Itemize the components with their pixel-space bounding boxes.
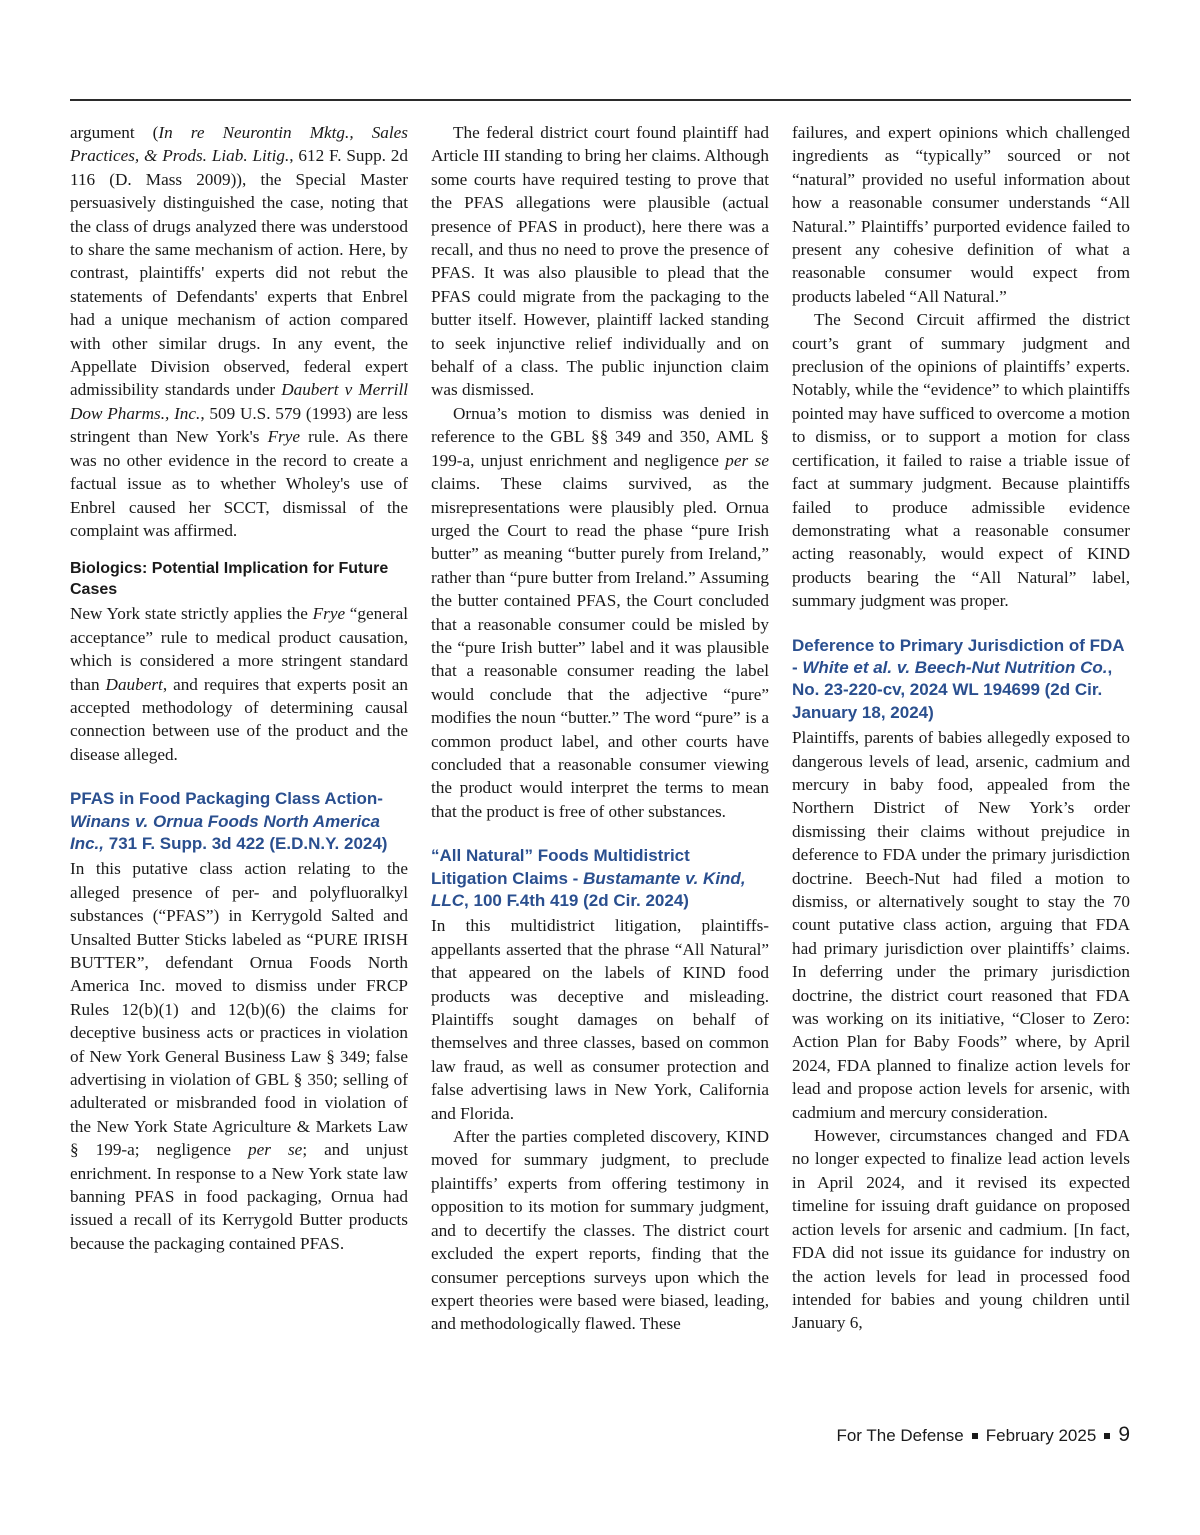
paragraph-ornua-motion: Ornua’s motion to dismiss was denied in reference to the GBL §§ 349 and 350, AML § 199-a, unjust enrichment and negligence per se claims. These claims survived, as the misrepresentations were plausibly pled. Ornua urged the Court to read the phase “pure Irish butter” as meaning “butter purely from Ireland,” rather than “pure butter from Ireland.” Assuming the butter contained PFAS, the Court concluded that a reasonable consumer could be misled by the “pure Irish butter” label and it was plausible that a reasonable consumer reading the label would conclude that the adjective “pure” modifies the noun “butter.” The word “pure” is a common product label, and other courts have concluded that a reasonable consumer viewing the product would interpret the terms to mean that the product is free of other substances. bbox=[431, 403, 769, 821]
column-left bbox=[70, 121, 408, 1255]
publication-name: For The Defense bbox=[836, 1426, 964, 1445]
case-citation: In re Neurontin Mktg., Sales Practices, & Prods. Liab. Litig. bbox=[70, 123, 408, 166]
paragraph-kind-summary-judgment: After the parties completed discovery, KIND moved for summary judgment, to preclude plaintiffs’ experts from offering testimony in opposition to its motion for summary judgment, and to decertify the classes. The district court excluded the expert reports, finding that the consumer perceptions surveys upon which the expert theories were based were biased, leading, and methodologically flawed. These bbox=[431, 1127, 769, 1334]
page-number: 9 bbox=[1118, 1423, 1130, 1446]
case-citation: Daubert v Merrill Dow Pharms., Inc. bbox=[70, 380, 408, 423]
paragraph-circumstances-changed: However, circumstances changed and FDA no longer expected to finalize lead action levels in April 2024, and it revised its expected timeline for issuing draft guidance on proposed action levels for arsenic and cadmium. [In fact, FDA did not issue its guidance for industry on the action levels for lead in processed food intended for babies and young children until January 6, bbox=[792, 1126, 1130, 1333]
section-heading-primary-jurisdiction: Deference to Primary Jurisdiction of FDA - White et al. v. Beech-Nut Nutrition Co., No. 23-220-cv, 2024 WL 194699 (2d Cir. January 18, 2024) bbox=[792, 635, 1124, 722]
section-heading-all-natural: “All Natural” Foods Multidistrict Litigation Claims - Bustamante v. Kind, LLC, 100 F.4th 419 (2d Cir. 2024) bbox=[431, 846, 746, 910]
paragraph-second-circuit: The Second Circuit affirmed the district court’s grant of summary judgment and preclusion of the opinions of plaintiffs’ experts. Notably, while the “evidence” to which plaintiffs pointed may have sufficed to overcome a motion to dismiss, or to support a motion for class certification, it failed to raise a triable issue of fact at summary judgment. Because plaintiffs failed to produce admissible evidence demonstrating what a reasonable consumer acting reasonably, would expect of KIND products bearing the “All Natural” label, summary judgment was proper. bbox=[792, 310, 1130, 611]
column-middle bbox=[431, 121, 769, 1336]
bullet-separator bbox=[1104, 1433, 1110, 1439]
paragraph-pfas-class-action: In this putative class action relating to the alleged presence of per- and polyfluoralkyl substances (“PFAS”) in Kerrygold Salted and Unsalted Butter Sticks labeled as “PURE IRISH BUTTER”, defendant Ornua Foods North America Inc. moved to dismiss under FRCP Rules 12(b)(1) and 12(b)(6) the claims for deceptive business acts or practices in violation of New York General Business Law § 349; false advertising in violation of GBL § 350; selling of adulterated or misbranded food in violation of the New York State Agriculture & Markets Law § 199-a; negligence per se; and unjust enrichment. In response to a New York state law banning PFAS in food packaging, Ornua had issued a recall of its Kerrygold Butter products because the packaging contained PFAS. bbox=[70, 859, 408, 1253]
bullet-separator bbox=[972, 1433, 978, 1439]
page-footer bbox=[836, 1423, 1130, 1447]
paragraph-beech-nut: Plaintiffs, parents of babies allegedly exposed to dangerous levels of lead, arsenic, cadmium and mercury in baby food, appealed from the Northern District of New York’s order dismissing their claims without prejudice in deference to FDA under the primary jurisdiction doctrine. Beech-Nut had filed a motion to dismiss, or alternatively sought to stay the 70 count putative class action, arguing that FDA had primary jurisdiction over plaintiffs’ claims. In deferring under the primary jurisdiction doctrine, the district court reasoned that FDA was working on its initiative, “Closer to Zero: Action Plan for Baby Foods” where, by April 2024, FDA planned to finalize action levels for lead and propose action levels for arsenic, with cadmium and mercury consideration. bbox=[792, 728, 1130, 1122]
section-heading-pfas: PFAS in Food Packaging Class Action- Winans v. Ornua Foods North America Inc., 731 F. Supp. 3d 422 (E.D.N.Y. 2024) bbox=[70, 789, 388, 853]
issue-date: February 2025 bbox=[985, 1426, 1097, 1445]
paragraph-expert-failures: failures, and expert opinions which challenged ingredients as “typically” sourced or not “natural” provided no useful information about how a reasonable consumer understands “All Natural.” Plaintiffs’ purported evidence failed to present any cohesive definition of what a reasonable consumer would expect from products labeled “All Natural.” bbox=[792, 123, 1130, 306]
section-heading-biologics: Biologics: Potential Implication for Future Cases bbox=[70, 560, 389, 599]
column-right bbox=[792, 121, 1130, 1335]
paragraph-neurontin: argument (In re Neurontin Mktg., Sales Practices, & Prods. Liab. Litig., 612 F. Supp. 2d 116 (D. Mass 2009)), the Special Master persuasively distinguished the case, noting that the class of drugs analyzed there was understood to share the same mechanism of action. Here, by contrast, plaintiffs' experts did not rebut the statements of Defendants' experts that Enbrel had a unique mechanism of action compared with other similar drugs. In any event, the Appellate Division observed, federal expert admissibility standards under Daubert v Merrill Dow Pharms., Inc., 509 U.S. 579 (1993) are less stringent than New York's Frye rule. As there was no other evidence in the record to create a factual issue as to whether Wholey's use of Enbrel caused her SCCT, dismissal of the complaint was affirmed. bbox=[70, 123, 408, 540]
paragraph-kind-mdl: In this multidistrict litigation, plaintiffs-appellants asserted that the phrase “All Natural” that appeared on the labels of KIND food products was deceptive and misleading. Plaintiffs sought damages on behalf of themselves and three classes, based on common law fraud, as well as consumer protection and false advertising laws in New York, California and Florida. bbox=[431, 916, 769, 1123]
paragraph-frye-standard: New York state strictly applies the Frye “general acceptance” rule to medical product causation, which is considered a more stringent standard than Daubert, and requires that experts posit an accepted methodology of determining causal connection between use of the product and the disease alleged. bbox=[70, 604, 408, 764]
header-rule bbox=[70, 99, 1131, 101]
paragraph-standing: The federal district court found plaintiff had Article III standing to bring her claims. Although some courts have required testing to prove that the PFAS allegations were plausible (actual presence of PFAS in product), here there was a recall, and thus no need to prove the presence of PFAS. It was also plausible to plead that the PFAS could migrate from the packaging to the butter itself. However, plaintiff lacked standing to seek injunctive relief individually and on behalf of a class. The public injunction claim was dismissed. bbox=[431, 123, 769, 400]
